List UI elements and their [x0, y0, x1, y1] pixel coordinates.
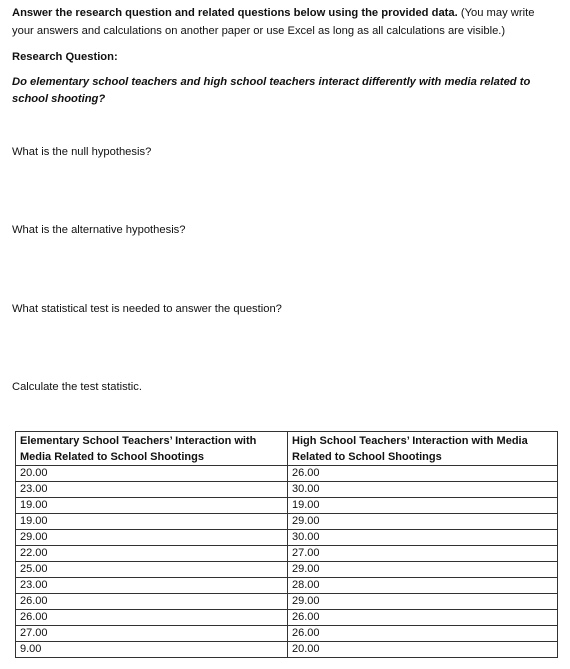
research-question-label: Research Question:: [12, 51, 118, 63]
cell-high-school: 19.00: [288, 498, 558, 514]
cell-high-school: 27.00: [288, 546, 558, 562]
cell-high-school: 29.00: [288, 562, 558, 578]
cell-elementary: 26.00: [16, 610, 288, 626]
table-row: [16, 466, 558, 482]
cell-elementary: 20.00: [16, 466, 288, 482]
cell-elementary: 9.00: [16, 642, 288, 658]
cell-elementary: 25.00: [16, 562, 288, 578]
cell-elementary: 27.00: [16, 626, 288, 642]
instructions-bold: Answer the research question and related questions below using the provided data.: [12, 7, 458, 19]
cell-high-school: 20.00: [288, 642, 558, 658]
cell-high-school: 26.00: [288, 466, 558, 482]
cell-elementary: 23.00: [16, 482, 288, 498]
cell-high-school: 30.00: [288, 530, 558, 546]
cell-high-school: 30.00: [288, 482, 558, 498]
cell-high-school: 29.00: [288, 594, 558, 610]
cell-elementary: 19.00: [16, 498, 288, 514]
table-row: [16, 498, 558, 514]
table-row: [16, 594, 558, 610]
table-row: [16, 610, 558, 626]
table-header-row: [16, 432, 558, 466]
table-row: [16, 642, 558, 658]
cell-elementary: 19.00: [16, 514, 288, 530]
cell-high-school: 28.00: [288, 578, 558, 594]
data-table: [15, 431, 558, 658]
cell-elementary: 26.00: [16, 594, 288, 610]
header-elementary: Elementary School Teachers’ Interaction with Media Related to School Shootings: [16, 432, 288, 466]
question-statistical-test: What statistical test is needed to answer the question?: [12, 303, 282, 315]
table-row: [16, 482, 558, 498]
table-row: [16, 530, 558, 546]
cell-high-school: 26.00: [288, 610, 558, 626]
table-row: [16, 626, 558, 642]
table-row: [16, 514, 558, 530]
research-question-text: Do elementary school teachers and high school teachers interact differently with media related to school shooting?: [12, 76, 531, 105]
instructions-note: (You may write your answers and calculations on another paper or use Excel as long as all calculations are visible.): [12, 7, 535, 37]
header-high-school: High School Teachers’ Interaction with Media Related to School Shootings: [288, 432, 558, 466]
cell-high-school: 29.00: [288, 514, 558, 530]
cell-high-school: 26.00: [288, 626, 558, 642]
question-alternative-hypothesis: What is the alternative hypothesis?: [12, 224, 186, 236]
table-row: [16, 562, 558, 578]
table-row: [16, 578, 558, 594]
cell-elementary: 22.00: [16, 546, 288, 562]
question-test-statistic: Calculate the test statistic.: [12, 381, 142, 393]
table-row: [16, 546, 558, 562]
question-null-hypothesis: What is the null hypothesis?: [12, 146, 152, 158]
cell-elementary: 29.00: [16, 530, 288, 546]
cell-elementary: 23.00: [16, 578, 288, 594]
instructions: [12, 4, 557, 40]
